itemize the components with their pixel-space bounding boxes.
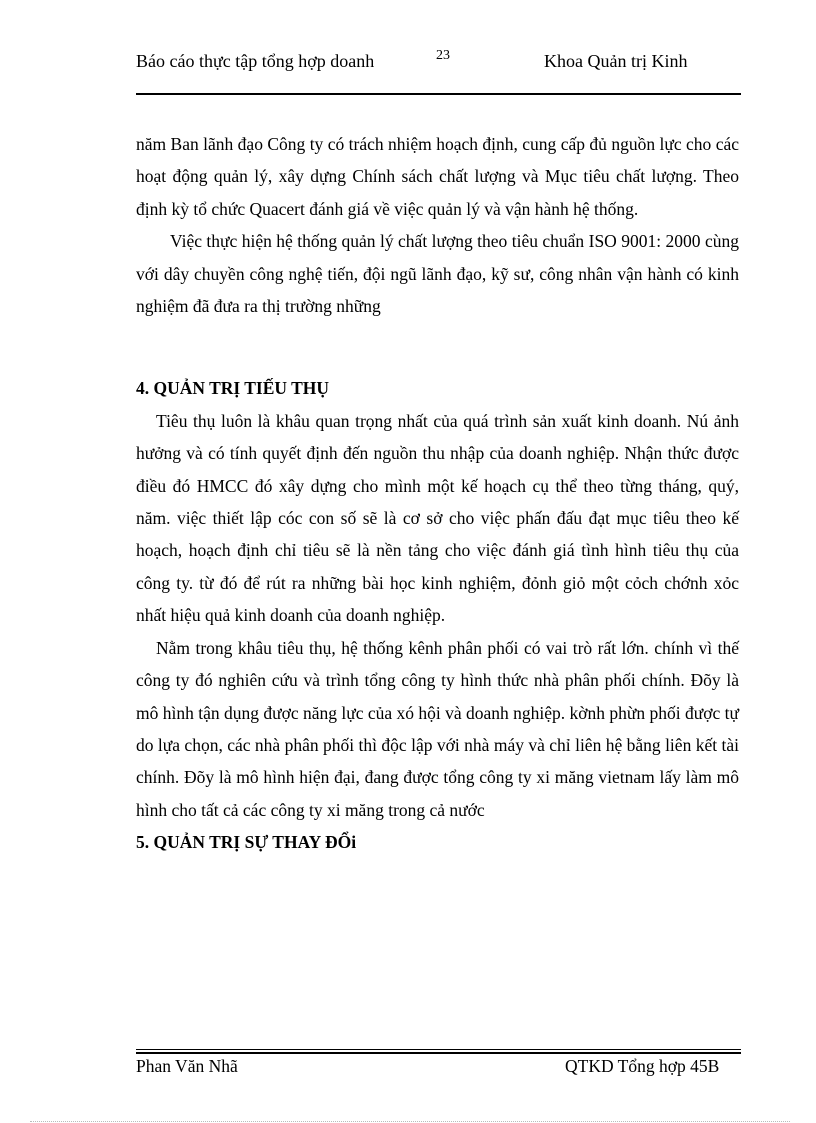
paragraph-quality-management: năm Ban lãnh đạo Công ty có trách nhiệm hoạch định, cung cấp đủ nguồn lực cho các hoạt động quản lý, xây dựng Chính sách chất lượng và Mục tiêu chất lượng. Theo định kỳ tổ chức Quacert đánh giá về việc quản lý và vận hành hệ thống.: [136, 134, 739, 219]
header-right-title: Khoa Quản trị Kinh: [544, 51, 688, 71]
page-number: 23: [436, 48, 450, 63]
document-body: [136, 128, 739, 859]
footer-class: QTKD Tổng hợp 45B: [565, 1056, 720, 1076]
footer-divider-thick: [136, 1052, 741, 1054]
section-heading-4: 4. QUẢN TRỊ TIẾU THỤ: [136, 378, 330, 399]
paragraph-distribution-channel: Nằm trong khâu tiêu thụ, hệ thống kênh phân phối có vai trò rất lớn. chính vì thế công ty đó nghiên cứu và trình tổng công ty hình thức nhà phân phối chính. Đõy là mô hình tận dụng được năng lực của xó hội và doanh nghiệp. kờnh phừn phối được tự do lựa chọn, các nhà phân phối thì độc lập với nhà máy và chỉ liên hệ bằng liên kết tài chính. Đõy là mô hình hiện đại, đang được tổng công ty xi măng vietnam lấy làm mô hình cho tất cả các công ty xi măng trong cả nước: [136, 637, 740, 820]
header-divider: [136, 93, 741, 95]
page-edge-dotted-line: [30, 1121, 790, 1122]
paragraph-iso-9001: Việc thực hiện hệ thống quản lý chất lượng theo tiêu chuẩn ISO 9001: 2000 cùng với dây chuyền công nghệ tiến, đội ngũ lãnh đạo, kỹ sư, công nhân vận hành có kinh nghiệm đã đưa ra thị trường những: [136, 231, 739, 317]
header-left-title: Báo cáo thực tập tổng hợp doanh: [136, 51, 375, 71]
paragraph-sales-importance: Tiêu thụ luôn là khâu quan trọng nhất của quá trình sản xuất kinh doanh. Nú ảnh hưởng và có tính quyết định đến nguồn thu nhập của doanh nghiệp. Nhận thức được điều đó HMCC đó xây dựng cho mình một kế hoạch cụ thể theo từng tháng, quý, năm. việc thiết lập cóc con số sẽ là cơ sở cho việc phấn đấu đạt mục tiêu theo kế hoạch, hoạch định chỉ tiêu sẽ là nền tảng cho việc đánh giá tình hình tiêu thụ của công ty. từ đó để rút ra những bài học kinh nghiệm, đỏnh giỏ một cỏch chớnh xỏc nhất hiệu quả kinh doanh của doanh nghiệp.: [136, 410, 739, 626]
footer-author: Phan Văn Nhã: [136, 1056, 238, 1076]
spacer: [136, 322, 739, 372]
footer-divider-thin: [136, 1049, 741, 1050]
section-heading-5: 5. QUẢN TRỊ SỰ THAY ĐỔi: [136, 832, 357, 853]
